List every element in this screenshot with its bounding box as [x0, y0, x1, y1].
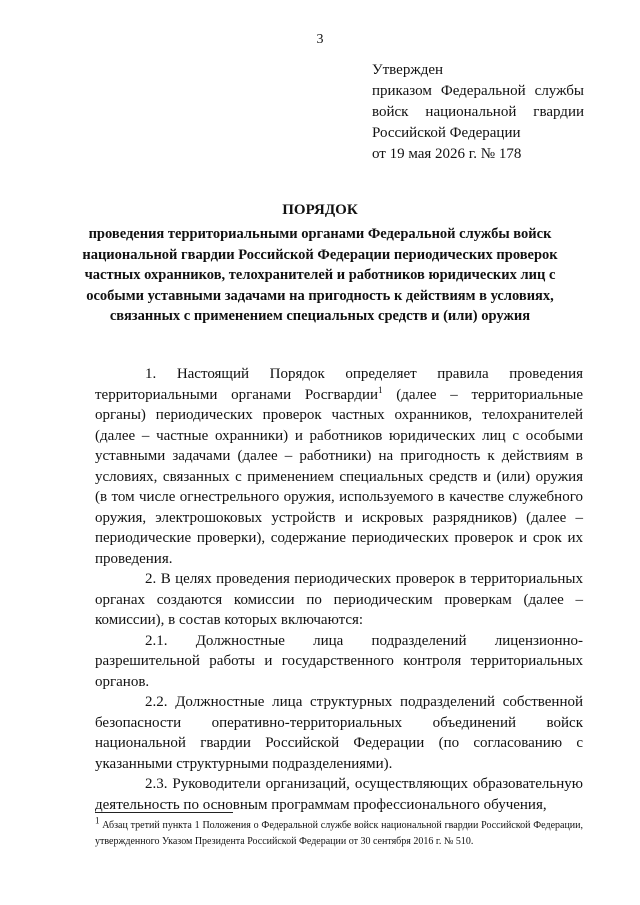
footnote-text: Абзац третий пункта 1 Положения о Федеральной службе войск национальной гвардии Российской Федерации, утвержденного Указом Президента Российской Федерации от 30 сентября 2016 г. № 510.: [95, 820, 583, 847]
footnote: [95, 815, 583, 850]
approval-line-1: Утвержден: [372, 62, 444, 78]
paragraph-1-rest: (далее – территориальные органы) периодических проверок частных охранников, телохранителей (далее – частные охранники) и работников юридических лиц с особыми уставными задачами (далее – работники) на пригодность к действиям в условиях, связанных с применением специальных средств и (или) оружия (в том числе огнестрельного оружия, используемого в качестве служебного оружия, электрошоковых устройств и искровых разрядников) (далее – периодические проверки), содержание периодических проверок и срок их проведения.: [95, 386, 583, 567]
approval-line-4: Российской Федерации: [372, 125, 521, 141]
approval-line-3: войск национальной гвардии: [372, 104, 584, 120]
footnote-reference: 1: [378, 384, 383, 395]
page-number: 3: [316, 32, 324, 47]
paragraph-2-1: 2.1. Должностные лица подразделений лицензионно-разрешительной работы и государственного контроля территориальных органов.: [95, 632, 583, 690]
approval-line-2: приказом Федеральной службы: [372, 83, 584, 99]
footnote-divider: [95, 812, 233, 813]
paragraph-2-2: 2.2. Должностные лица структурных подразделений собственной безопасности оперативно-территориальных объединений войск национальной гвардии Российской Федерации (по согласованию с указанными структурными подразделениями).: [95, 694, 583, 772]
paragraph-2-3: 2.3. Руководители организаций, осуществляющих образовательную деятельность по основным программам профессионального обучения,: [95, 776, 583, 813]
document-body: [95, 364, 583, 815]
document-title: ПОРЯДОК: [282, 202, 358, 218]
approval-block: [372, 60, 584, 165]
document-subtitle: проведения территориальными органами Федеральной службы войск национальной гвардии Российской Федерации периодических проверок частных охранников, телохранителей и работников юридических лиц с особыми уставными задачами на пригодность к действиям в условиях, связанных с применением специальных средств и (или) оружия: [82, 226, 558, 324]
paragraph-1: [95, 364, 583, 569]
paragraph-2: 2. В целях проведения периодических проверок в территориальных органах создаются комиссии по периодическим проверкам (далее – комиссии), в состав которых включаются:: [95, 571, 583, 628]
footnote-mark: 1: [95, 815, 100, 826]
paragraph-1-start: 1. Настоящий Порядок определяет правила проведения территориальными органами Росгвардии: [95, 366, 583, 403]
approval-line-5: от 19 мая 2026 г. № 178: [372, 146, 522, 162]
